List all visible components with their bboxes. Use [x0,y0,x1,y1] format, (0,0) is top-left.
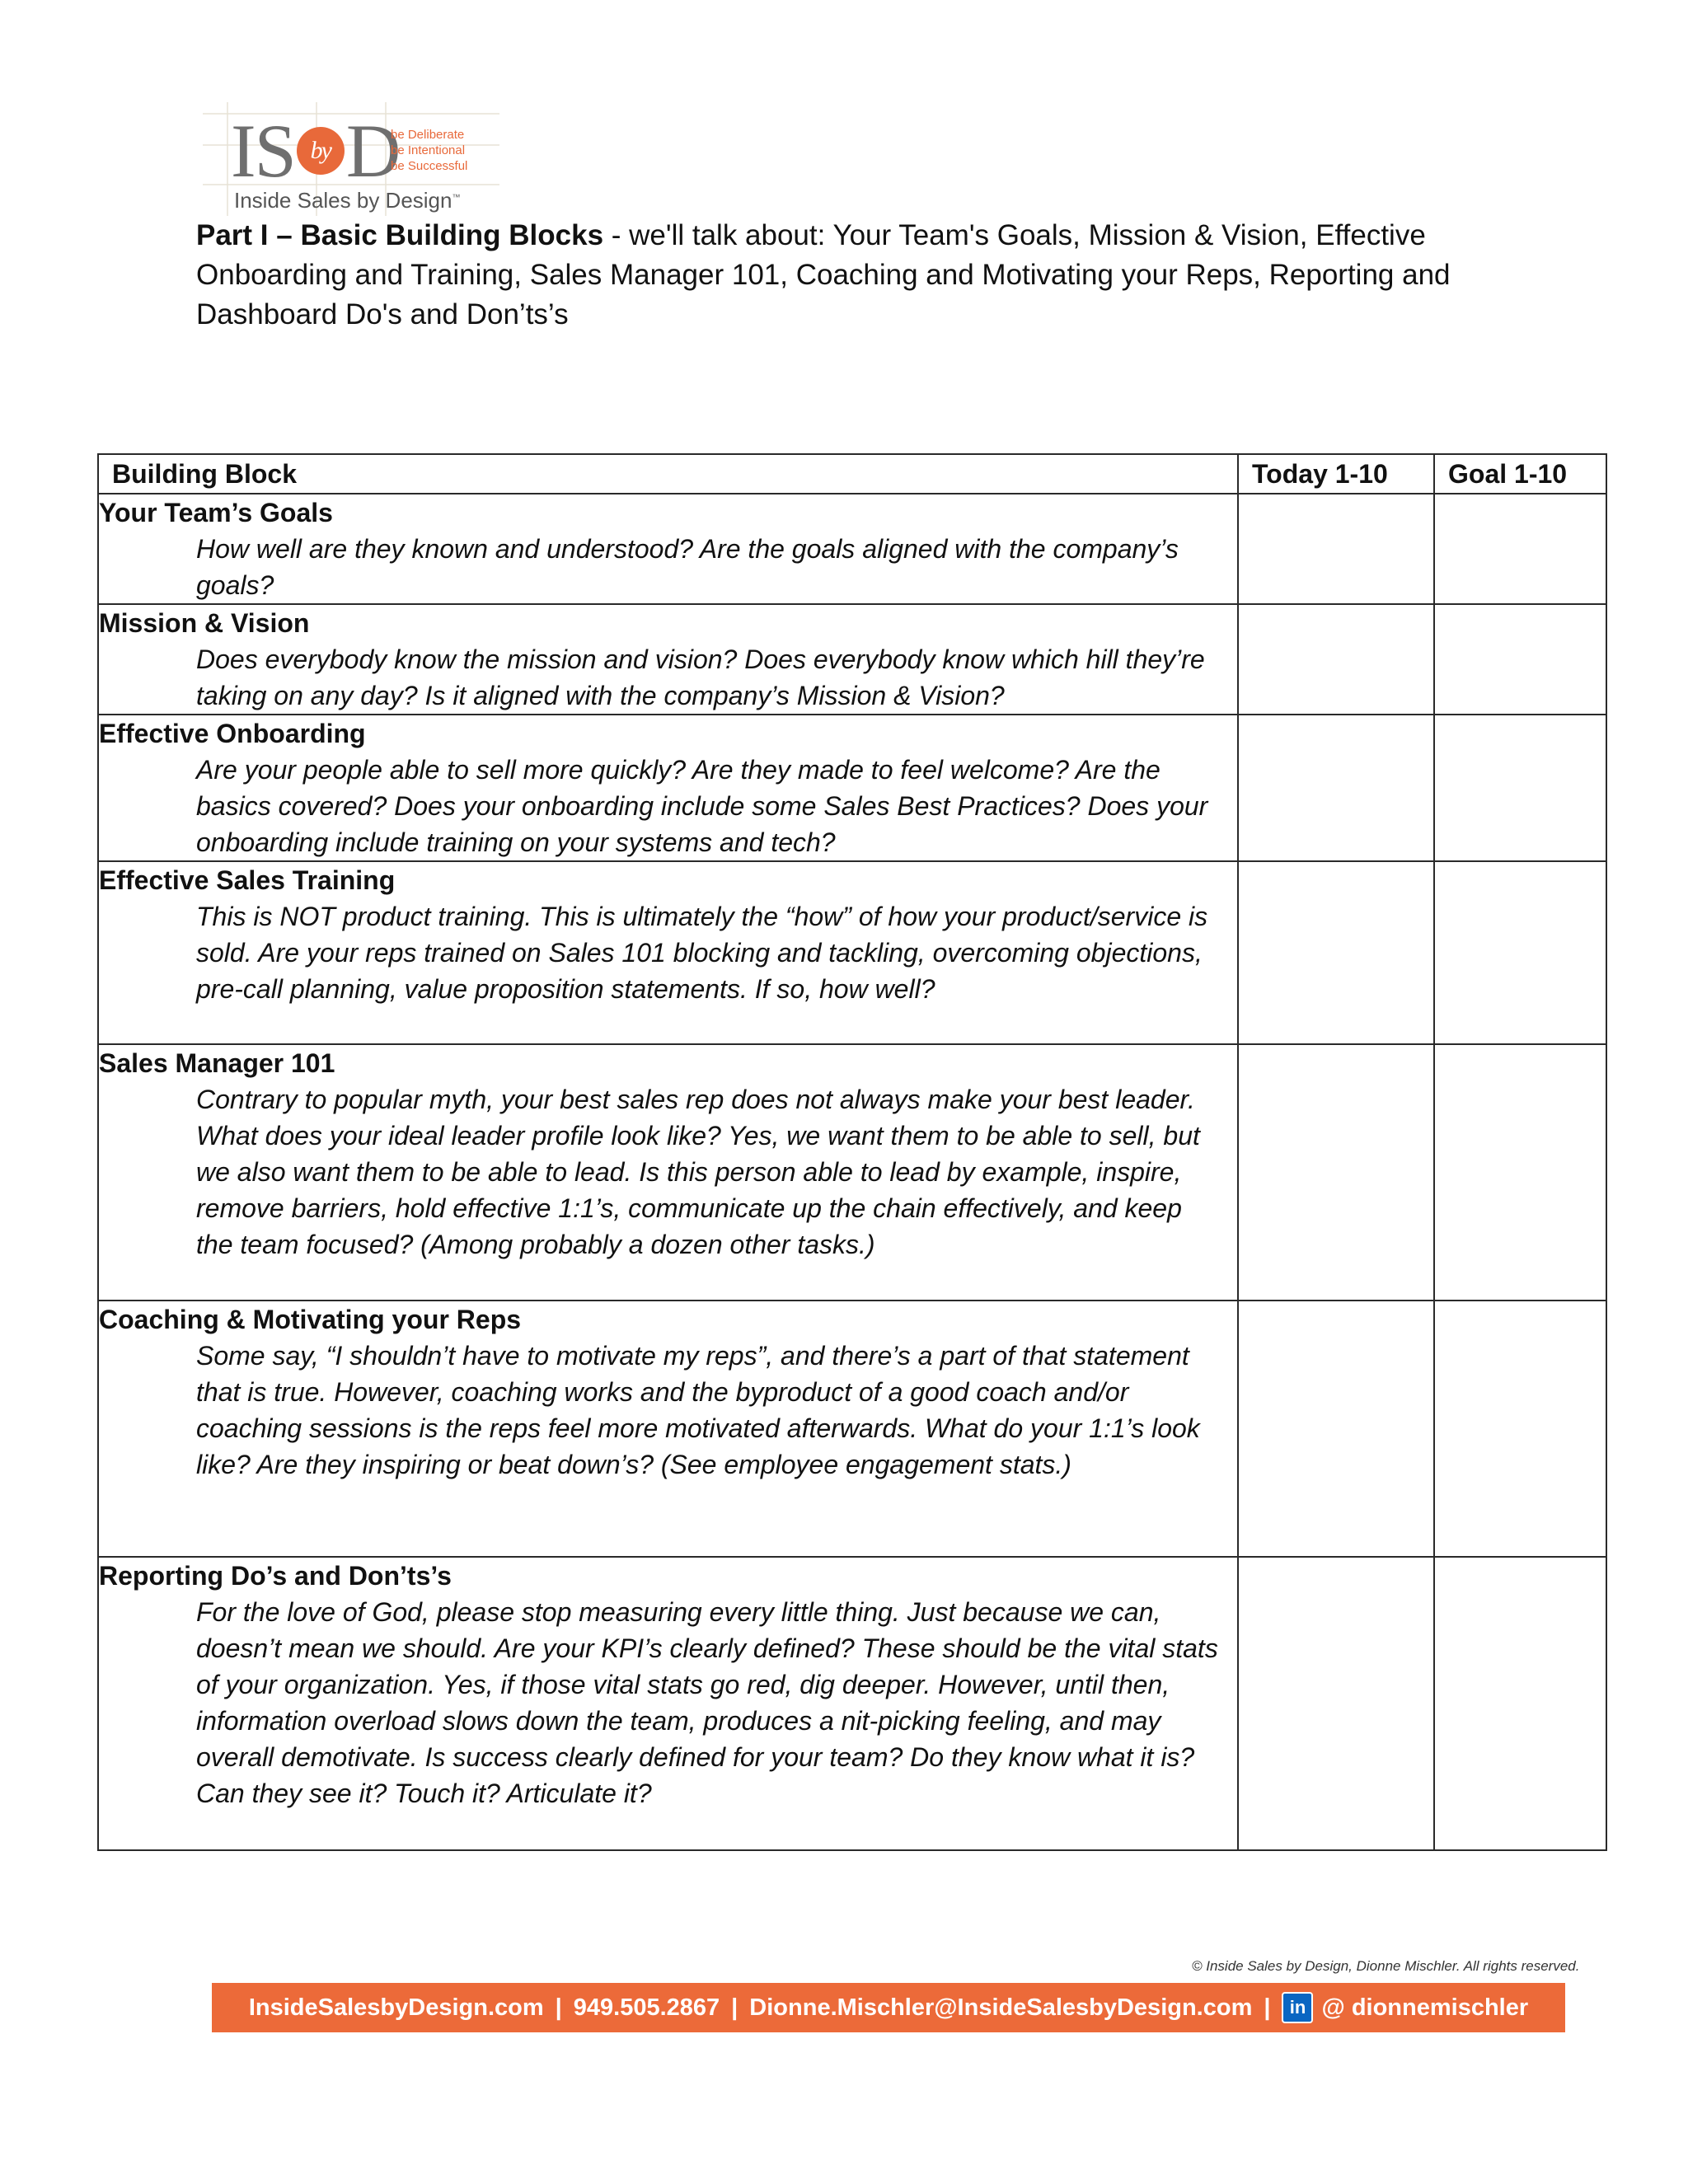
today-score-cell[interactable] [1238,604,1434,715]
goal-score-cell[interactable] [1434,715,1606,861]
block-title: Reporting Do’s and Don’ts’s [99,1561,452,1591]
logo-mark-left: IS [231,109,295,193]
table-row [98,715,1606,861]
table-row [98,494,1606,604]
footer-separator: | [1264,1994,1271,2021]
phone-number[interactable]: 949.505.2867 [573,1994,720,2021]
intro-heading: Part I – Basic Building Blocks [196,219,604,251]
block-cell [98,604,1238,715]
footer-separator: | [731,1994,738,2021]
website-link[interactable]: InsideSalesbyDesign.com [248,1994,544,2021]
block-title: Effective Sales Training [99,865,396,895]
intro-text: - we'll talk about: Your Team's Goals, Mission & Vision, Effective Onboarding and Training, Sales Manager 101, Coaching and Motivating your Reps, Reporting and Dashboard Do's and Don’ts’s [196,219,1451,330]
table-row [98,1557,1606,1850]
block-cell [98,1301,1238,1557]
block-cell [98,715,1238,861]
table-row [98,1044,1606,1301]
logo-by-circle: by [297,127,345,175]
contact-footer-bar [212,1983,1565,2032]
logo-wordmark [231,109,400,193]
block-cell [98,861,1238,1044]
goal-score-cell[interactable] [1434,861,1606,1044]
email-link[interactable]: Dionne.Mischler@InsideSalesbyDesign.com [749,1994,1253,2021]
company-logo [203,102,499,216]
header-goal: Goal 1-10 [1434,454,1606,494]
logo-tagline: be Deliberate [391,128,465,142]
linkedin-handle[interactable]: @ dionnemischler [1321,1994,1529,2021]
logo-taglines [391,127,467,174]
block-description: Are your people able to sell more quickly? Are they made to feel welcome? Are the basics covered? Does your onboarding include some Sales Best Practices? Does your onboarding include training on your systems and tech? [196,755,1208,857]
block-cell [98,1044,1238,1301]
block-cell [98,494,1238,604]
today-score-cell[interactable] [1238,1301,1434,1557]
block-description: This is NOT product training. This is ultimately the “how” of how your product/service is sold. Are your reps trained on Sales 101 blocking and tackling, overcoming objections, pre-call planning, value proposition statements. If so, how well? [196,902,1208,1004]
header-today: Today 1-10 [1238,454,1434,494]
block-description: Some say, “I shouldn’t have to motivate my reps”, and there’s a part of that statement that is true. However, coaching works and the byproduct of a good coach and/or coaching sessions is the reps feel more motivated afterwards. What do your 1:1’s look like? Are they inspiring or beat down’s? (See employee engagement stats.) [196,1341,1200,1479]
block-title: Mission & Vision [99,608,310,638]
block-description: How well are they known and understood? Are the goals aligned with the company’s goals? [196,534,1179,600]
copyright-notice: © Inside Sales by Design, Dionne Mischler. All rights reserved. [1192,1958,1580,1974]
goal-score-cell[interactable] [1434,1044,1606,1301]
goal-score-cell[interactable] [1434,604,1606,715]
table-row [98,604,1606,715]
today-score-cell[interactable] [1238,1557,1434,1850]
intro-paragraph [196,216,1482,335]
goal-score-cell[interactable] [1434,494,1606,604]
table-row [98,861,1606,1044]
block-description: Contrary to popular myth, your best sales rep does not always make your best leader. What does your ideal leader profile look like? Yes, we want them to be able to sell, but we also want them to be able to lead. Is this person able to lead by example, inspire, remove barriers, hold effective 1:1’s, communicate up the chain effectively, and keep the team focused? (Among probably a dozen other tasks.) [196,1085,1200,1259]
logo-tagline: be Successful [391,159,468,173]
today-score-cell[interactable] [1238,861,1434,1044]
trademark-symbol: ™ [452,193,461,203]
logo-tagline: be Intentional [391,143,466,157]
block-title: Sales Manager 101 [99,1048,335,1078]
goal-score-cell[interactable] [1434,1557,1606,1850]
today-score-cell[interactable] [1238,494,1434,604]
linkedin-icon[interactable]: in [1282,1992,1313,2023]
block-title: Coaching & Motivating your Reps [99,1305,522,1334]
block-title: Your Team’s Goals [99,498,333,527]
today-score-cell[interactable] [1238,1044,1434,1301]
table-header-row [98,454,1606,494]
block-title: Effective Onboarding [99,719,366,748]
header-building-block: Building Block [98,454,1238,494]
footer-separator: | [555,1994,562,2021]
building-blocks-table [97,453,1607,1851]
table-row [98,1301,1606,1557]
block-description: For the love of God, please stop measuring every little thing. Just because we can, doesn’t mean we should. Are your KPI’s clearly defined? These should be the vital stats of your organization. Yes, if those vital stats go red, dig deeper. However, until then, information overload slows down the team, produces a nit-picking feeling, and may overall demotivate. Is success clearly defined for your team? Do they know what it is? Can they see it? Touch it? Articulate it? [196,1597,1218,1808]
logo-mark-right: D [345,109,400,193]
logo-company-name [234,188,460,213]
today-score-cell[interactable] [1238,715,1434,861]
block-cell [98,1557,1238,1850]
goal-score-cell[interactable] [1434,1301,1606,1557]
logo-name-text: Inside Sales by Design [234,188,452,213]
block-description: Does everybody know the mission and vision? Does everybody know which hill they’re taking on any day? Is it aligned with the company’s Mission & Vision? [196,644,1205,710]
